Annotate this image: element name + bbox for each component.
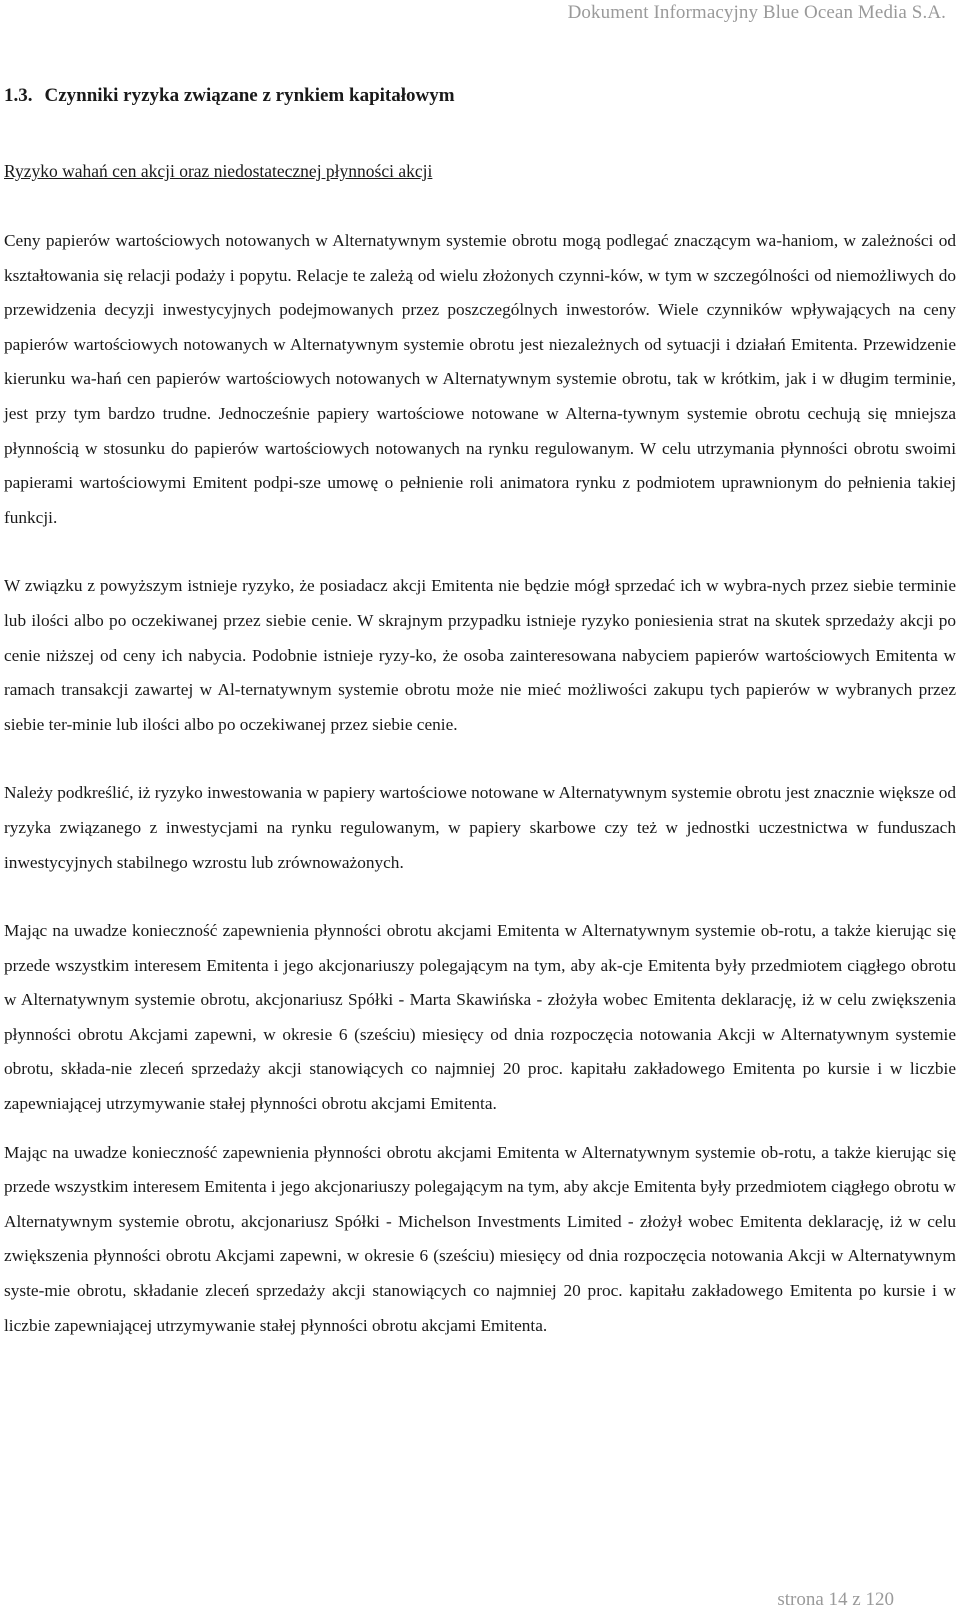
paragraph: Ceny papierów wartościowych notowanych w Alternatywnym systemie obrotu mogą podlegać znaczącym wa-haniom, w zależności od kształtowania się relacji podaży i popytu. Relacje te zależą od wielu złożonych czynni-ków, w tym w szczególności od niemożliwych do przewidzenia decyzji inwestycyjnych podejmowanych przez poszczególnych inwestorów. Wiele czynników wpływających na ceny papierów wartościowych notowanych w Alternatywnym systemie obrotu jest niezależnych od sytuacji i działań Emitenta. Przewidzenie kierunku wa-hań cen papierów wartościowych notowanych w Alternatywnym systemie obrotu, tak w krótkim, jak i w długim terminie, jest przy tym bardzo trudne. Jednocześnie papiery wartościowe notowane w Alterna-tywnym systemie obrotu cechują się mniejsza płynnością w stosunku do papierów wartościowych notowanych na rynku regulowanym. W celu utrzymania płynności obrotu swoimi papierami wartościowymi Emitent podpi-sze umowę o pełnienie roli animatora rynku z podmiotem uprawnionym do pełnienia takiej funkcji. [4,231,956,527]
paragraph: Mając na uwadze konieczność zapewnienia płynności obrotu akcjami Emitenta w Alternatywnym systemie ob-rotu, a także kierując się przede wszystkim interesem Emitenta i jego akcjonariuszy polegającym na tym, aby ak-cje Emitenta były przedmiotem ciągłego obrotu w Alternatywnym systemie obrotu, akcjonariusz Spółki - Marta Skawińska - złożyła wobec Emitenta deklarację, iż w celu zwiększenia płynności obrotu Akcjami zapewni, w okresie 6 (sześciu) miesięcy od dnia rozpoczęcia notowania Akcji w Alternatywnym systemie obrotu, składa-nie zleceń sprzedaży akcji stanowiących co najmniej 20 proc. kapitału zakładowego Emitenta po kursie i w liczbie zapewniającej utrzymywanie stałej płynności obrotu akcjami Emitenta. [4,921,956,1114]
section-title [4,80,956,112]
page-number: strona 14 z 120 [777,1589,894,1610]
paragraph: Mając na uwadze konieczność zapewnienia płynności obrotu akcjami Emitenta w Alternatywnym systemie ob-rotu, a także kierując się przede wszystkim interesem Emitenta i jego akcjonariuszy polegającym na tym, aby akcje Emitenta były przedmiotem ciągłego obrotu w Alternatywnym systemie obrotu, akcjonariusz Spółki - Michelson Investments Limited - złożył wobec Emitenta deklarację, iż w celu zwiększenia płynności obrotu Akcjami zapewni, w okresie 6 (sześciu) miesięcy od dnia rozpoczęcia notowania Akcji w Alternatywnym syste-mie obrotu, składanie zleceń sprzedaży akcji stanowiących co najmniej 20 proc. kapitału zakładowego Emitenta po kursie i w liczbie zapewniającej utrzymywanie stałej płynności obrotu akcjami Emitenta. [4,1142,956,1335]
paragraph: Należy podkreślić, iż ryzyko inwestowania w papiery wartościowe notowane w Alternatywnym systemie obrotu jest znacznie większe od ryzyka związanego z inwestycjami na rynku regulowanym, w papiery skarbowe czy też w jednostki uczestnictwa w funduszach inwestycyjnych stabilnego wzrostu lub zrównoważonych. [4,783,956,872]
risk-subheading: Ryzyko wahań cen akcji oraz niedostatecznej płynności akcji [4,161,433,181]
document-header: Dokument Informacyjny Blue Ocean Media S.A. [567,2,946,23]
section-title-text: Czynniki ryzyka związane z rynkiem kapitałowym [44,85,455,106]
paragraph: W związku z powyższym istnieje ryzyko, że posiadacz akcji Emitenta nie będzie mógł sprzedać ich w wybra-nych przez siebie terminie lub ilości albo po oczekiwanej przez siebie cenie. W skrajnym przypadku istnieje ryzyko poniesienia strat na skutek sprzedaży akcji po cenie niższej od ceny ich nabycia. Podobnie istnieje ryzy-ko, że osoba zainteresowana nabyciem papierów wartościowych Emitenta w ramach transakcji zawartej w Al-ternatywnym systemie obrotu może nie mieć możliwości zakupu tych papierów w wybranych przez siebie ter-minie lub ilości albo po oczekiwanej przez siebie cenie. [4,576,956,734]
document-body [4,80,956,1343]
section-number: 1.3. [4,85,33,106]
